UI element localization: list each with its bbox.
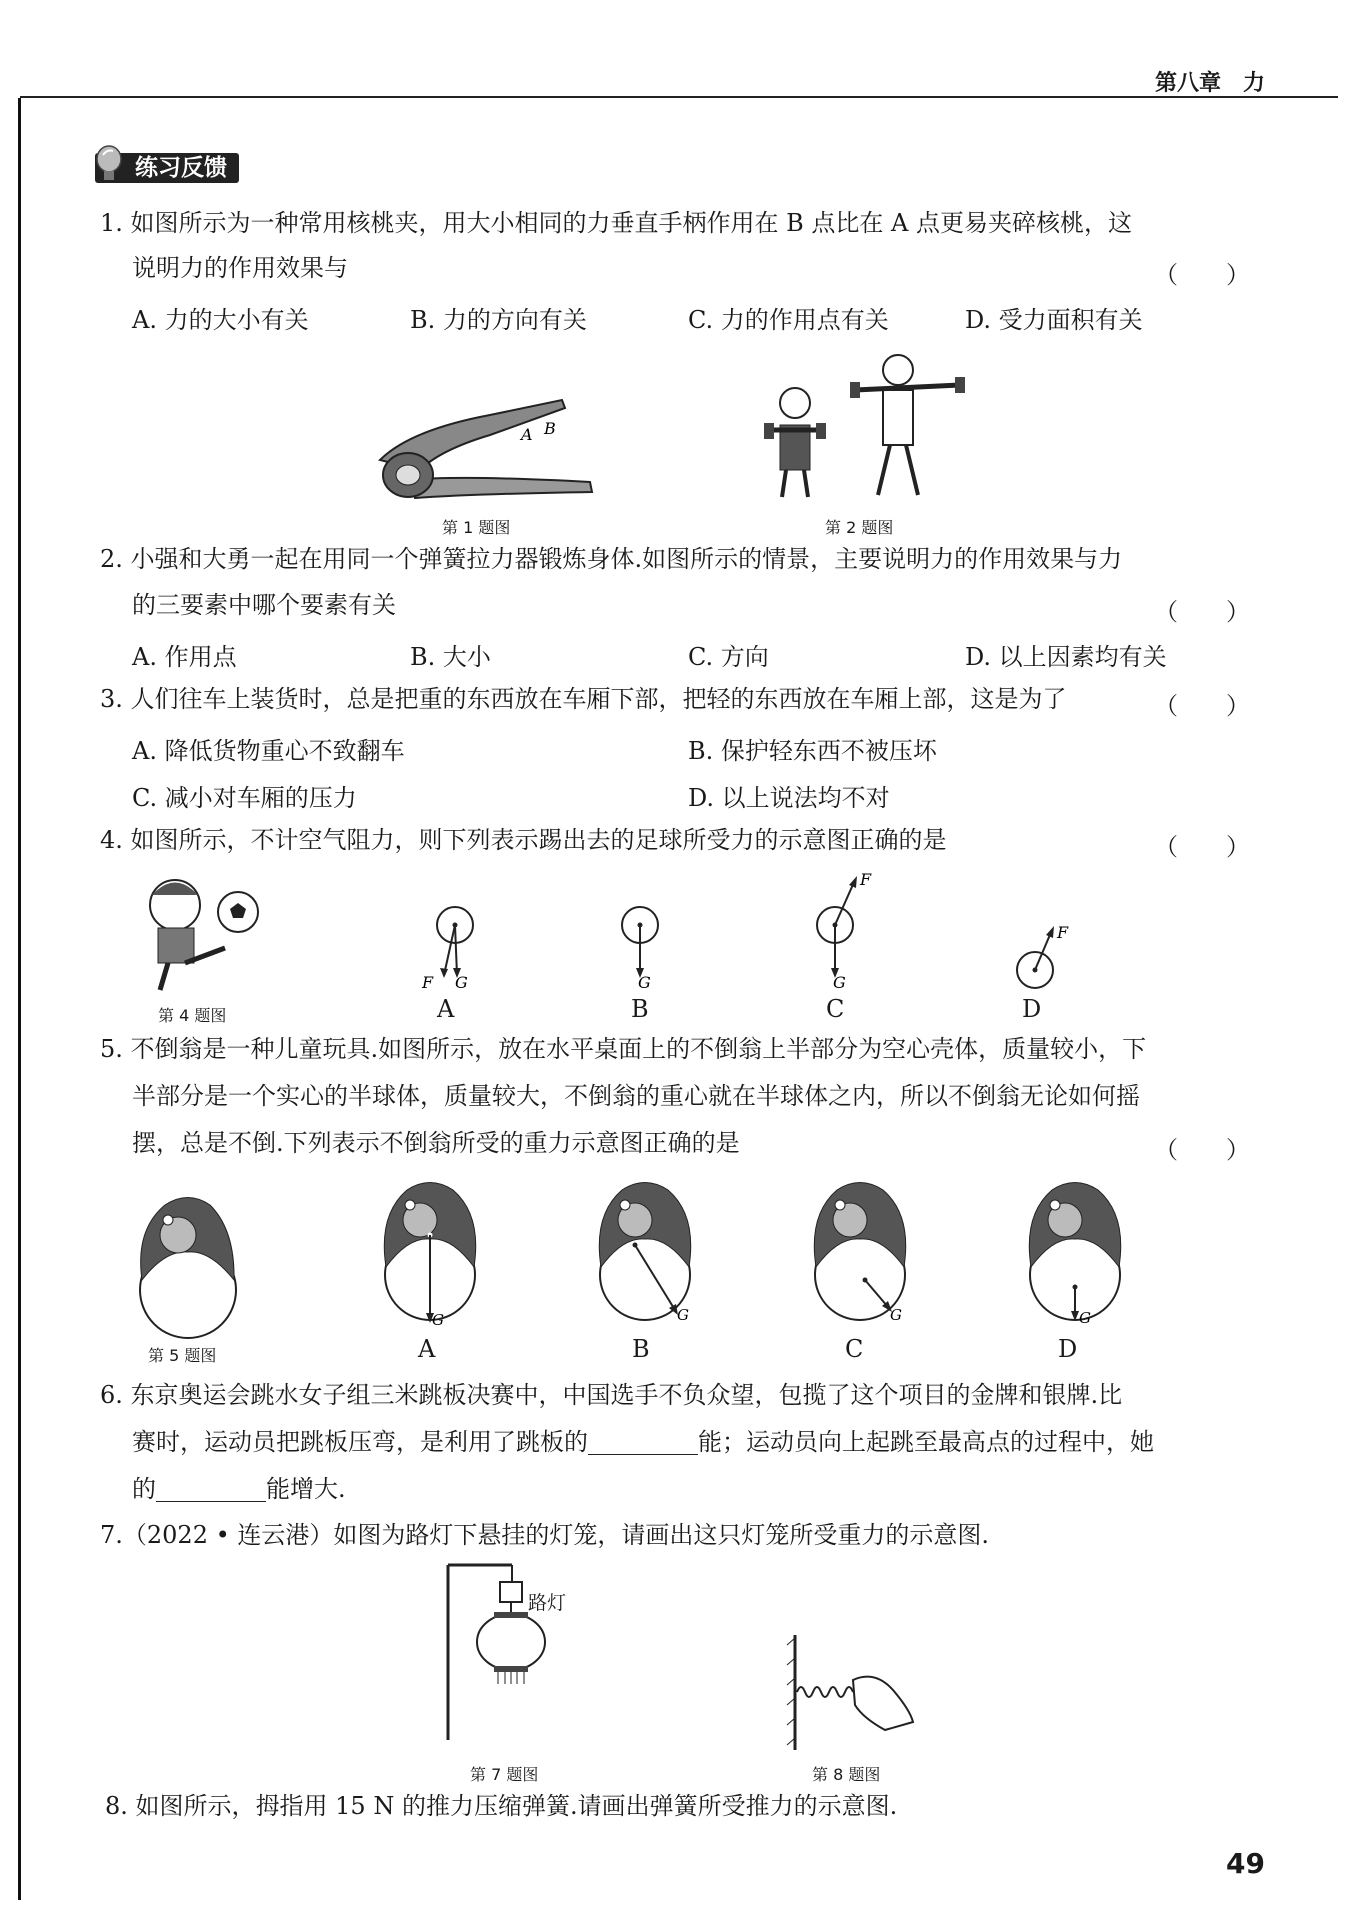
q1-answer-paren: （ ） xyxy=(1154,261,1250,289)
q1-option-b: B. 力的方向有关 xyxy=(410,306,587,334)
q4-diagram-d xyxy=(990,910,1110,1000)
fig7-caption: 第 7 题图 xyxy=(470,1765,539,1784)
q6-line2-text-b: 能；运动员向上起跳至最高点的过程中，她 xyxy=(698,1428,1154,1456)
q3-option-a: A. 降低货物重心不致翻车 xyxy=(132,737,405,765)
header-rule xyxy=(20,96,1338,98)
q6-line3-text-b: 能增大. xyxy=(266,1475,346,1503)
q5-choice-d: D xyxy=(1058,1335,1078,1363)
q6-blank-2[interactable] xyxy=(156,1479,266,1502)
q1-line2: 说明力的作用效果与 xyxy=(132,254,348,282)
q5-diagram-c xyxy=(800,1175,920,1335)
q3-option-c: C. 减小对车厢的压力 xyxy=(132,784,357,812)
q6-blank-1[interactable] xyxy=(588,1432,698,1455)
q2-option-d: D. 以上因素均有关 xyxy=(965,643,1167,671)
fig8-caption: 第 8 题图 xyxy=(812,1765,881,1784)
spring-thumb-figure xyxy=(785,1630,925,1755)
q4-diagram-a xyxy=(400,880,520,1000)
q5-choice-c: C xyxy=(845,1335,864,1363)
q3-option-b: B. 保护轻东西不被压坏 xyxy=(688,737,937,765)
q4b-force-g: G xyxy=(638,973,651,992)
q2-option-a: A. 作用点 xyxy=(132,643,237,671)
q5b-force-g: G xyxy=(677,1306,689,1324)
q2-option-b: B. 大小 xyxy=(410,643,491,671)
q4-diagram-b xyxy=(595,880,715,1000)
tumbler-figure xyxy=(130,1190,250,1345)
q2-answer-paren: （ ） xyxy=(1154,598,1250,626)
q4a-force-f: F xyxy=(422,973,434,992)
q5-diagram-d xyxy=(1015,1175,1135,1335)
q2-option-c: C. 方向 xyxy=(688,643,769,671)
fig2-caption: 第 2 题图 xyxy=(825,518,894,537)
q2-line1: 2. 小强和大勇一起在用同一个弹簧拉力器锻炼身体.如图所示的情景，主要说明力的作用效果与力 xyxy=(100,545,1123,573)
q6-line1: 6. 东京奥运会跳水女子组三米跳板决赛中，中国选手不负众望，包揽了这个项目的金牌和银牌.比 xyxy=(100,1381,1123,1409)
q4-line1: 4. 如图所示，不计空气阻力，则下列表示踢出去的足球所受力的示意图正确的是 xyxy=(100,826,947,854)
section-title: 练习反馈 xyxy=(95,153,239,183)
q3-option-d: D. 以上说法均不对 xyxy=(688,784,890,812)
chapter-title: 第八章 力 xyxy=(1154,71,1265,96)
fig1-label-a: A xyxy=(521,425,533,444)
page-edge xyxy=(18,98,21,1900)
q4-answer-paren: （ ） xyxy=(1154,833,1250,861)
fig4-caption: 第 4 题图 xyxy=(158,1006,227,1025)
q1-option-d: D. 受力面积有关 xyxy=(965,306,1143,334)
q1-option-c: C. 力的作用点有关 xyxy=(688,306,889,334)
lightbulb-icon xyxy=(95,145,127,185)
q2-line2: 的三要素中哪个要素有关 xyxy=(132,591,396,619)
q4c-force-g: G xyxy=(833,973,846,992)
q4d-force-f: F xyxy=(1057,923,1069,942)
q3-line1: 3. 人们往车上装货时，总是把重的东西放在车厢下部，把轻的东西放在车厢上部，这是为了 xyxy=(100,685,1067,713)
section-header xyxy=(95,148,239,182)
q5-answer-paren: （ ） xyxy=(1154,1136,1250,1164)
kicking-boy-figure xyxy=(130,870,270,1000)
q5-choice-b: B xyxy=(632,1335,650,1363)
q1-line1: 1. 如图所示为一种常用核桃夹，用大小相同的力垂直手柄作用在 B 点比在 A 点更易夹碎核桃，这 xyxy=(100,209,1133,237)
q3-answer-paren: （ ） xyxy=(1154,692,1250,720)
nutcracker-figure xyxy=(370,390,610,510)
page-number: 49 xyxy=(1226,1847,1265,1880)
fig1-caption: 第 1 题图 xyxy=(442,518,511,537)
q5-line2: 半部分是一个实心的半球体，质量较大，不倒翁的重心就在半球体之内，所以不倒翁无论如何摇 xyxy=(132,1082,1140,1110)
q6-line2-text-a: 赛时，运动员把跳板压弯，是利用了跳板的 xyxy=(132,1428,588,1456)
q4c-force-f: F xyxy=(860,870,872,889)
lamp-label: 路灯 xyxy=(528,1592,567,1614)
q1-option-a: A. 力的大小有关 xyxy=(132,306,309,334)
q5-diagram-b xyxy=(585,1175,705,1335)
q6-line3 xyxy=(132,1466,346,1513)
q5d-force-g: G xyxy=(1079,1309,1091,1327)
q5-diagram-a xyxy=(370,1175,490,1335)
q7-line1: 7.（2022 • 连云港）如图为路灯下悬挂的灯笼，请画出这只灯笼所受重力的示意图. xyxy=(100,1521,990,1549)
q8-line1: 8. 如图所示，拇指用 15 N 的推力压缩弹簧.请画出弹簧所受推力的示意图. xyxy=(105,1792,898,1820)
q4-diagram-c xyxy=(790,870,910,1000)
q4-choice-b: B xyxy=(631,995,649,1023)
q4-choice-a: A xyxy=(437,995,455,1023)
fig5-caption: 第 5 题图 xyxy=(148,1346,217,1365)
q4a-force-g: G xyxy=(455,973,468,992)
spring-exerciser-figure xyxy=(750,345,970,510)
fig1-label-b: B xyxy=(544,419,556,438)
q6-line2 xyxy=(132,1419,1154,1466)
street-lamp-figure xyxy=(440,1560,600,1750)
q5-line1: 5. 不倒翁是一种儿童玩具.如图所示，放在水平桌面上的不倒翁上半部分为空心壳体，质量较小，下 xyxy=(100,1035,1147,1063)
q5-line3: 摆，总是不倒.下列表示不倒翁所受的重力示意图正确的是 xyxy=(132,1129,740,1157)
q5a-force-g: G xyxy=(432,1311,444,1329)
q5-choice-a: A xyxy=(418,1335,436,1363)
q5c-force-g: G xyxy=(890,1306,902,1324)
q6-line3-text-a: 的 xyxy=(132,1475,156,1503)
q4-choice-d: D xyxy=(1022,995,1042,1023)
q4-choice-c: C xyxy=(826,995,845,1023)
